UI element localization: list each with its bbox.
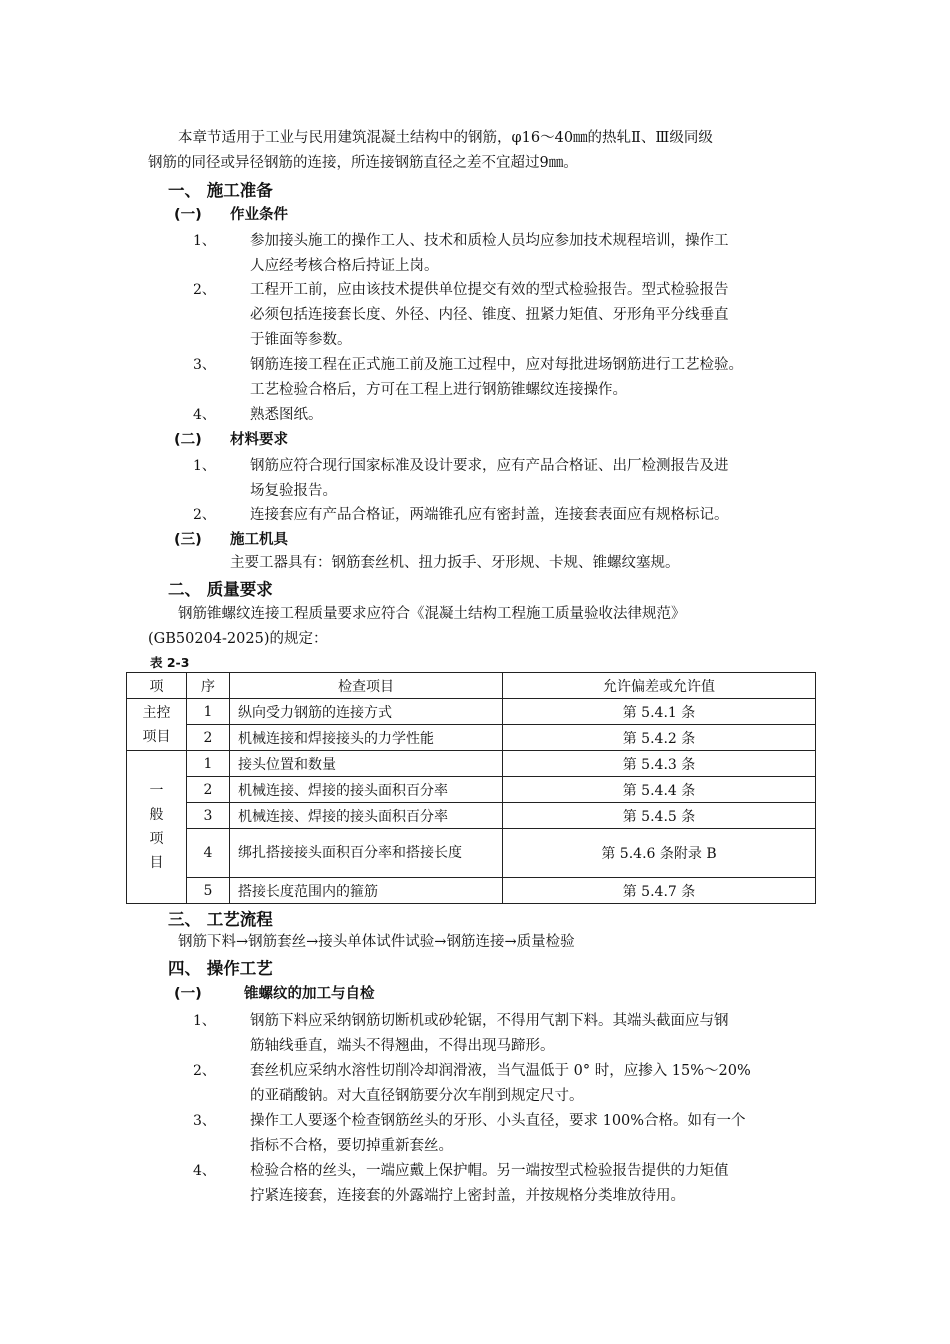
row-seq: 5 (187, 878, 230, 904)
intro-line-2: 钢筋的同径或异径钢筋的连接，所连接钢筋直径之差不宜超过9㎜。 (148, 155, 578, 171)
table-row (127, 725, 816, 751)
quality-line-2: (GB50204-2025)的规定： (148, 631, 328, 647)
list-item-line: 熟悉图纸。 (250, 407, 323, 423)
list-item-line: 于锥面等参数。 (250, 332, 352, 348)
row-seq: 2 (187, 725, 230, 751)
list-item-line: 套丝机应采纳水溶性切削冷却润滑液，当气温低于 0° 时，应掺入 15%～20% (250, 1063, 751, 1079)
sub-1-2-title: 材料要求 (230, 432, 288, 448)
row-seq: 2 (187, 777, 230, 803)
group-label-char: 主控 (142, 704, 171, 721)
group-label-char: 项 (149, 831, 164, 847)
list-item-line: 钢筋应符合现行国家标准及设计要求，应有产品合格证、出厂检测报告及进 (250, 458, 729, 474)
quality-line-1: 钢筋锥螺纹连接工程质量要求应符合《混凝土结构工程施工质量验收法律规范》 (178, 606, 686, 622)
table-row (127, 751, 816, 777)
list-number: 1、 (193, 1013, 216, 1029)
row-value: 第 5.4.3 条 (503, 751, 816, 777)
list-item-line: 连接套应有产品合格证，两端锥孔应有密封盖，连接套表面应有规格标记。 (250, 507, 729, 523)
sub-4-1-title: 锥螺纹的加工与自检 (244, 986, 375, 1002)
row-seq: 4 (187, 829, 230, 878)
list-number: 3、 (193, 357, 216, 373)
sub-1-2-label: (二) (174, 432, 202, 448)
table-row (127, 699, 816, 725)
row-item: 机械连接、焊接的接头面积百分率 (230, 777, 503, 803)
row-value: 第 5.4.1 条 (503, 699, 816, 725)
list-number: 3、 (193, 1113, 216, 1129)
row-seq: 1 (187, 699, 230, 725)
section-4-title: 四、 操作工艺 (168, 959, 273, 978)
row-seq: 1 (187, 751, 230, 777)
list-item-line: 筋轴线垂直，端头不得翘曲，不得出现马蹄形。 (250, 1038, 555, 1054)
row-item: 搭接长度范围内的箍筋 (230, 878, 503, 904)
row-value: 第 5.4.4 条 (503, 777, 816, 803)
table-row (127, 803, 816, 829)
group-label-char: 般 (149, 807, 164, 823)
list-item-line: 的亚硝酸钠。对大直径钢筋要分次车削到规定尺寸。 (250, 1088, 584, 1104)
group-label-char: 项目 (142, 728, 171, 745)
row-item: 绑扎搭接接头面积百分率和搭接长度 (230, 829, 503, 878)
sub-1-1-title: 作业条件 (230, 207, 288, 223)
process-flow: 钢筋下料→钢筋套丝→接头单体试件试验→钢筋连接→质量检验 (178, 934, 575, 950)
list-item-line: 场复验报告。 (250, 483, 337, 499)
intro-line-1: 本章节适用于工业与民用建筑混凝土结构中的钢筋，φ16～40㎜的热轧Ⅱ、Ⅲ级同级 (178, 130, 713, 146)
row-value: 第 5.4.7 条 (503, 878, 816, 904)
list-number: 1、 (193, 233, 216, 249)
list-item-line: 检验合格的丝头，一端应戴上保护帽。另一端按型式检验报告提供的力矩值 (250, 1163, 729, 1179)
list-item-line: 指标不合格，要切掉重新套丝。 (250, 1138, 453, 1154)
sub-1-1-label: (一) (174, 207, 202, 223)
row-item: 机械连接和焊接接头的力学性能 (230, 725, 503, 751)
row-item: 纵向受力钢筋的连接方式 (230, 699, 503, 725)
list-number: 4、 (193, 1163, 216, 1179)
header-allowance: 允许偏差或允许值 (503, 673, 816, 699)
section-1-title: 一、 施工准备 (168, 181, 273, 200)
row-value: 第 5.4.2 条 (503, 725, 816, 751)
row-item: 接头位置和数量 (230, 751, 503, 777)
list-item-line: 操作工人要逐个检查钢筋丝头的牙形、小头直径，要求 100%合格。如有一个 (250, 1113, 746, 1129)
table-row (127, 829, 816, 878)
list-item-line: 工艺检验合格后，方可在工程上进行钢筋锥螺纹连接操作。 (250, 382, 627, 398)
sub-1-3-title: 施工机具 (230, 532, 288, 548)
table-row (127, 878, 816, 904)
row-seq: 3 (187, 803, 230, 829)
list-item-line: 人应经考核合格后持证上岗。 (250, 258, 439, 274)
inspection-table (126, 672, 816, 904)
group-label-general (127, 751, 187, 904)
row-value: 第 5.4.5 条 (503, 803, 816, 829)
group-label-char: 一 (149, 783, 164, 799)
list-item-line: 工程开工前，应由该技术提供单位提交有效的型式检验报告。型式检验报告 (250, 282, 729, 298)
list-item-line: 参加接头施工的操作工人、技术和质检人员均应参加技术规程培训，操作工 (250, 233, 729, 249)
group-label-main (127, 699, 187, 751)
section-3-title: 三、 工艺流程 (168, 910, 273, 929)
tools-text: 主要工器具有：钢筋套丝机、扭力扳手、牙形规、卡规、锥螺纹塞规。 (230, 555, 680, 571)
list-number: 2、 (193, 1063, 216, 1079)
header-seq: 序 (187, 673, 230, 699)
header-item: 项 (127, 673, 187, 699)
table-caption: 表 2-3 (150, 655, 190, 670)
list-number: 4、 (193, 407, 216, 423)
list-number: 2、 (193, 507, 216, 523)
sub-4-1-label: (一) (174, 986, 202, 1002)
list-item-line: 钢筋连接工程在正式施工前及施工过程中，应对每批进场钢筋进行工艺检验。 (250, 357, 743, 373)
header-check-item: 检查项目 (230, 673, 503, 699)
list-number: 1、 (193, 458, 216, 474)
section-2-title: 二、 质量要求 (168, 580, 273, 599)
list-number: 2、 (193, 282, 216, 298)
group-label-char: 目 (149, 855, 164, 871)
table-header-row (127, 673, 816, 699)
row-item: 机械连接、焊接的接头面积百分率 (230, 803, 503, 829)
list-item-line: 钢筋下料应采纳钢筋切断机或砂轮锯，不得用气割下料。其端头截面应与钢 (250, 1013, 729, 1029)
row-value: 第 5.4.6 条附录 B (503, 829, 816, 878)
list-item-line: 必须包括连接套长度、外径、内径、锥度、扭紧力矩值、牙形角平分线垂直 (250, 307, 729, 323)
list-item-line: 拧紧连接套，连接套的外露端拧上密封盖，并按规格分类堆放待用。 (250, 1188, 685, 1204)
sub-1-3-label: (三) (174, 532, 202, 548)
table-row (127, 777, 816, 803)
